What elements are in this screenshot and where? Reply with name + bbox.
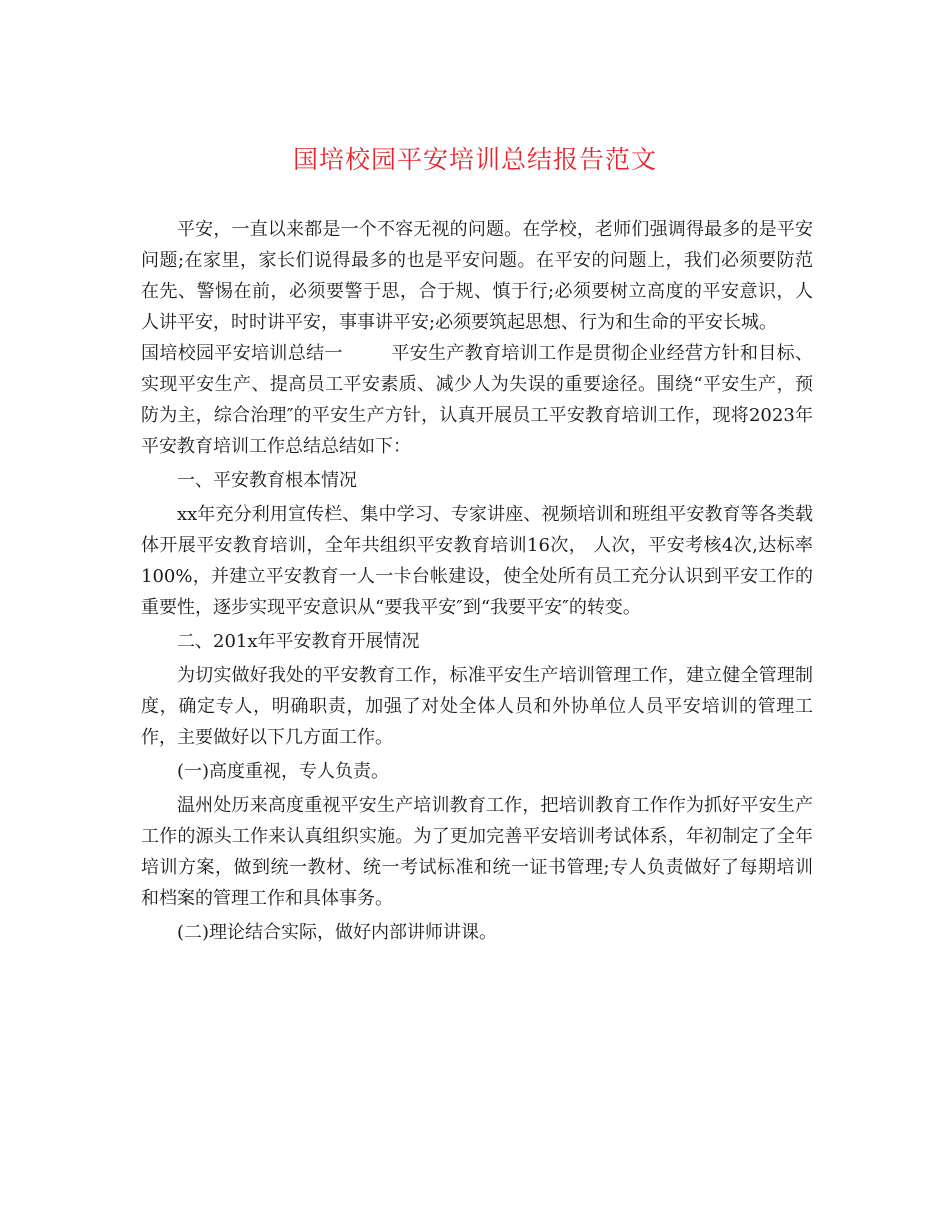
summary-one-label: 国培校园平安培训总结一: [141, 343, 343, 364]
section-heading-1: 一、平安教育根本情况: [177, 470, 357, 491]
subsection-heading-1: (一)高度重视，专人负责。: [177, 761, 390, 782]
document-body: [141, 214, 813, 948]
section-1-paragraph: xx年充分利用宣传栏、集中学习、专家讲座、视频培训和班组平安教育等各类载体开展平安教育培训，全年共组织平安教育培训16次， 人次，平安考核4次,达标率100%，并建立平安教育一人一卡台帐建设，使全处所有员工充分认识到平安工作的重要性，逐步实现平安意识从“要我平安″到“我要平安″的转变。: [141, 504, 813, 618]
subsection-1-paragraph: 温州处历来高度重视平安生产培训教育工作，把培训教育工作作为抓好平安生产工作的源头工作来认真组织实施。为了更加完善平安培训考试体系，年初制定了全年培训方案，做到统一教材、统一考试标准和统一证书管理;专人负责做好了每期培训和档案的管理工作和具体事务。: [141, 795, 813, 909]
document-title: 国培校园平安培训总结报告范文: [292, 145, 657, 174]
summary-one-paragraph: [141, 338, 813, 462]
section-2-paragraph: 为切实做好我处的平安教育工作，标准平安生产培训管理工作，建立健全管理制度，确定专人，明确职责，加强了对处全体人员和外协单位人员平安培训的管理工作，主要做好以下几方面工作。: [141, 665, 813, 748]
intro-paragraph: 平安，一直以来都是一个不容无视的问题。在学校，老师们强调得最多的是平安问题;在家里，家长们说得最多的也是平安问题。在平安的问题上，我们必须要防范在先、警惕在前，必须要警于思，合于规、慎于行;必须要树立高度的平安意识，人人讲平安，时时讲平安，事事讲平安;必须要筑起思想、行为和生命的平安长城。: [141, 219, 813, 333]
summary-one-text: 平安生产教育培训工作是贯彻企业经营方针和目标、实现平安生产、提高员工平安素质、减少人为失误的重要途径。围绕“平安生产，预防为主，综合治理″的平安生产方针，认真开展员工平安教育培训工作，现将2023年平安教育培训工作总结总结如下：: [141, 343, 814, 457]
section-heading-2: 二、201x年平安教育开展情况: [177, 631, 420, 652]
subsection-heading-2: (二)理论结合实际，做好内部讲师讲课。: [177, 922, 498, 943]
